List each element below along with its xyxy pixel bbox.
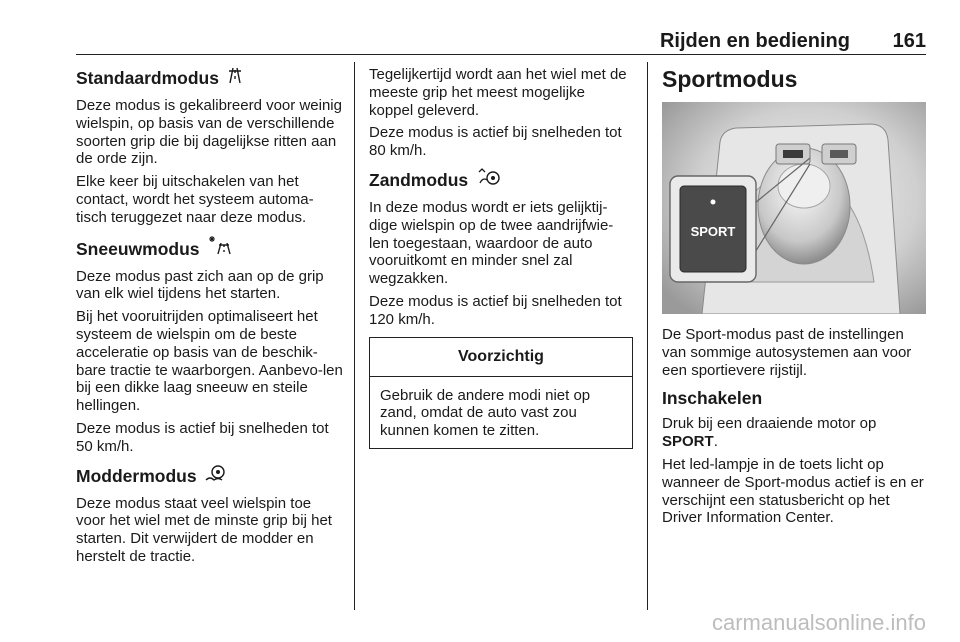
paragraph: Deze modus is gekalibreerd voor weinig wielspin, op basis van de verschillende soorten grip die bij dagelijkse ritten aan de orde zijn. bbox=[76, 97, 342, 168]
sport-button-reference: SPORT bbox=[662, 433, 714, 451]
column-1 bbox=[76, 62, 344, 571]
paragraph: Deze modus is actief bij snelheden tot 120 km/h. bbox=[369, 292, 622, 328]
chapter-title: Rijden en bediening bbox=[659, 30, 850, 52]
paragraph: Deze modus is actief bij snelheden tot 80 km/h. bbox=[369, 124, 622, 160]
paragraph: Deze modus staat veel wielspin toe voor het wiel met de minste grip bij het starten. Dit verwijdert de modder en herstelt de tractie. bbox=[76, 494, 332, 565]
standaardmodus-heading: Standaardmodus bbox=[76, 66, 344, 91]
caution-box bbox=[369, 337, 633, 449]
paragraph: Druk bij een draaiende motor op SPORT. bbox=[662, 415, 877, 451]
sportmodus-heading: Sportmodus bbox=[662, 66, 798, 92]
column-divider bbox=[647, 62, 648, 610]
paragraph: In deze modus wordt er iets gelijktij-dige wielspin op de twee aandrijfwie-len toegestaan, waardoor de auto vooruitkomt en minder snel zal wegzakken. bbox=[369, 198, 614, 288]
column-divider bbox=[354, 62, 355, 610]
caution-text: Gebruik de andere modi niet op zand, omdat de auto vast zou kunnen komen te zitten. bbox=[380, 386, 591, 440]
mud-icon bbox=[205, 464, 227, 489]
paragraph: Deze modus past zich aan op de grip van elk wiel tijdens het starten. bbox=[76, 267, 324, 303]
page-header bbox=[76, 30, 926, 55]
column-2 bbox=[369, 62, 633, 449]
paragraph: Tegelijkertijd wordt aan het wiel met de meeste grip het meest mogelijke koppel geleverd. bbox=[369, 66, 627, 119]
road-icon bbox=[228, 66, 242, 91]
snowflake-icon bbox=[208, 235, 232, 262]
sport-button-label: SPORT bbox=[690, 224, 736, 239]
inschakelen-heading: Inschakelen bbox=[662, 388, 763, 409]
zandmodus-heading: Zandmodus bbox=[369, 168, 633, 193]
paragraph: Bij het vooruitrijden optimaliseert het systeem de wielspin om de beste acceleratie op basis van de beschik-bare tractie te waarborgen. Aanbevo-len bij een dikke laag sneeuw en steile hellingen. bbox=[76, 308, 343, 415]
paragraph: Het led-lampje in de toets licht op wanneer de Sport-modus actief is en er verschijnt een statusbericht op het Driver Information Center. bbox=[662, 455, 924, 527]
paragraph: De Sport-modus past de instellingen van sommige autosystemen aan voor een sportievere rijstijl. bbox=[662, 326, 912, 379]
watermark: carmanualsonline.info bbox=[711, 610, 926, 635]
page-number: 161 bbox=[892, 30, 926, 52]
moddermodus-heading: Moddermodus bbox=[76, 464, 344, 489]
caution-title: Voorzichtig bbox=[370, 338, 632, 377]
column-3 bbox=[662, 62, 926, 532]
paragraph: Deze modus is actief bij snelheden tot 50 km/h. bbox=[76, 419, 329, 455]
paragraph: Elke keer bij uitschakelen van het contact, wordt het systeem automa-tisch teruggezet naar deze modus. bbox=[76, 173, 314, 226]
sneeuwmodus-heading: Sneeuwmodus bbox=[76, 235, 344, 262]
sand-icon bbox=[477, 168, 501, 193]
sport-button-illustration bbox=[662, 102, 926, 314]
